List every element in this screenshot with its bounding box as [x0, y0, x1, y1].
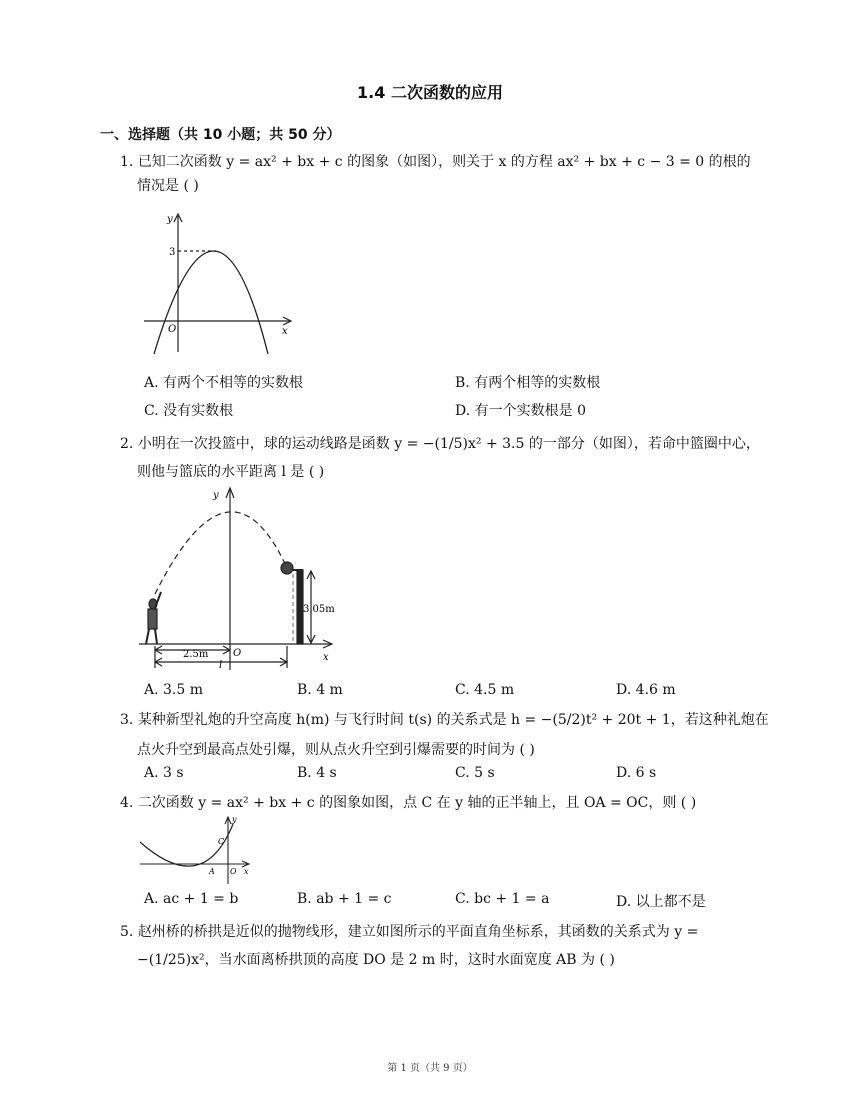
page-footer: 第 1 页（共 9 页） [387, 1063, 473, 1074]
question-number: 3. [120, 712, 134, 728]
origin-label: O [168, 324, 177, 335]
x-axis-label: x [244, 867, 249, 876]
q4-option-d[interactable]: D. 以上都不是 [616, 894, 706, 910]
q4-option-b[interactable]: B. ab + 1 = c [297, 891, 392, 907]
q1-option-b[interactable]: B. 有两个相等的实数根 [455, 375, 601, 391]
section-heading: 一、选择题（共 10 小题；共 50 分） [100, 127, 341, 143]
x-axis-label: x [282, 326, 288, 337]
question-5-line2: −(1/25)x²，当水面离桥拱顶的高度 DO 是 2 m 时，这时水面宽度 AB 为 ( ) [137, 952, 615, 968]
max-value-label: 3 [169, 247, 176, 258]
q3-option-a[interactable]: A. 3 s [144, 765, 184, 781]
question-1-line2: 情况是 ( ) [137, 178, 199, 194]
question-2 [120, 432, 760, 456]
question-text: 赵州桥的桥拱是近似的抛物线形，建立如图所示的平面直角坐标系，其函数的关系式为 y = [137, 924, 699, 940]
ball-trajectory [155, 512, 287, 594]
question-2-figure [135, 484, 345, 672]
q4-option-a[interactable]: A. ac + 1 = b [144, 891, 239, 907]
player-body [148, 609, 157, 629]
y-axis-label: y [167, 214, 173, 225]
question-3 [120, 708, 769, 732]
q3-option-d[interactable]: D. 6 s [616, 765, 657, 781]
q3-option-b[interactable]: B. 4 s [297, 765, 337, 781]
question-text: 某种新型礼炮的升空高度 h(m) 与飞行时间 t(s) 的关系式是 h = −(5/2)t² + 20t + 1，若这种礼炮在 [137, 712, 769, 728]
question-text: 二次函数 y = ax² + bx + c 的图象如图，点 C 在 y 轴的正半轴上，且 OA = OC，则 ( ) [137, 795, 697, 811]
q2-option-d[interactable]: D. 4.6 m [616, 682, 676, 698]
parabola-curve [154, 251, 268, 354]
question-number: 4. [120, 795, 134, 811]
point-c-label: C [218, 837, 225, 846]
question-5 [120, 920, 698, 944]
distance-label: 2.5m [183, 649, 209, 660]
point-a-label: A [209, 867, 215, 876]
origin-label: O [233, 648, 242, 659]
player-leg [155, 629, 157, 644]
l-label: l [219, 660, 223, 671]
question-number: 2. [120, 436, 134, 452]
q3-option-c[interactable]: C. 5 s [455, 765, 495, 781]
page-title: 1.4 二次函数的应用 [357, 83, 503, 102]
q1-option-c[interactable]: C. 没有实数根 [144, 403, 234, 419]
question-3-line2: 点火升空到最高点处引爆，则从点火升空到引爆需要的时间为 ( ) [137, 742, 535, 758]
question-text: 已知二次函数 y = ax² + bx + c 的图象（如图），则关于 x 的方程 ax² + bx + c − 3 = 0 的根的 [137, 154, 751, 170]
y-axis-label: y [213, 490, 219, 501]
question-number: 5. [120, 924, 134, 940]
q1-option-a[interactable]: A. 有两个不相等的实数根 [144, 375, 304, 391]
origin-label: O [230, 867, 237, 876]
y-axis-label: y [232, 815, 237, 824]
question-1-figure [140, 208, 310, 354]
question-2-line2: 则他与篮底的水平距离 l 是 ( ) [137, 464, 325, 480]
basket-hoop [281, 562, 293, 574]
question-number: 1. [120, 154, 134, 170]
q2-option-c[interactable]: C. 4.5 m [455, 682, 515, 698]
q2-option-a[interactable]: A. 3.5 m [144, 682, 204, 698]
question-text: 小明在一次投篮中，球的运动线路是函数 y = −(1/5)x² + 3.5 的一部分（如图），若命中篮圈中心， [137, 436, 760, 452]
question-4-figure [138, 814, 256, 886]
q1-option-d[interactable]: D. 有一个实数根是 0 [455, 403, 586, 419]
x-axis-label: x [323, 652, 329, 663]
question-4 [120, 791, 696, 815]
question-1 [120, 150, 751, 174]
q2-option-b[interactable]: B. 4 m [297, 682, 343, 698]
q4-option-c[interactable]: C. bc + 1 = a [455, 891, 550, 907]
height-label: 3.05m [303, 604, 335, 615]
player-leg [146, 629, 149, 644]
